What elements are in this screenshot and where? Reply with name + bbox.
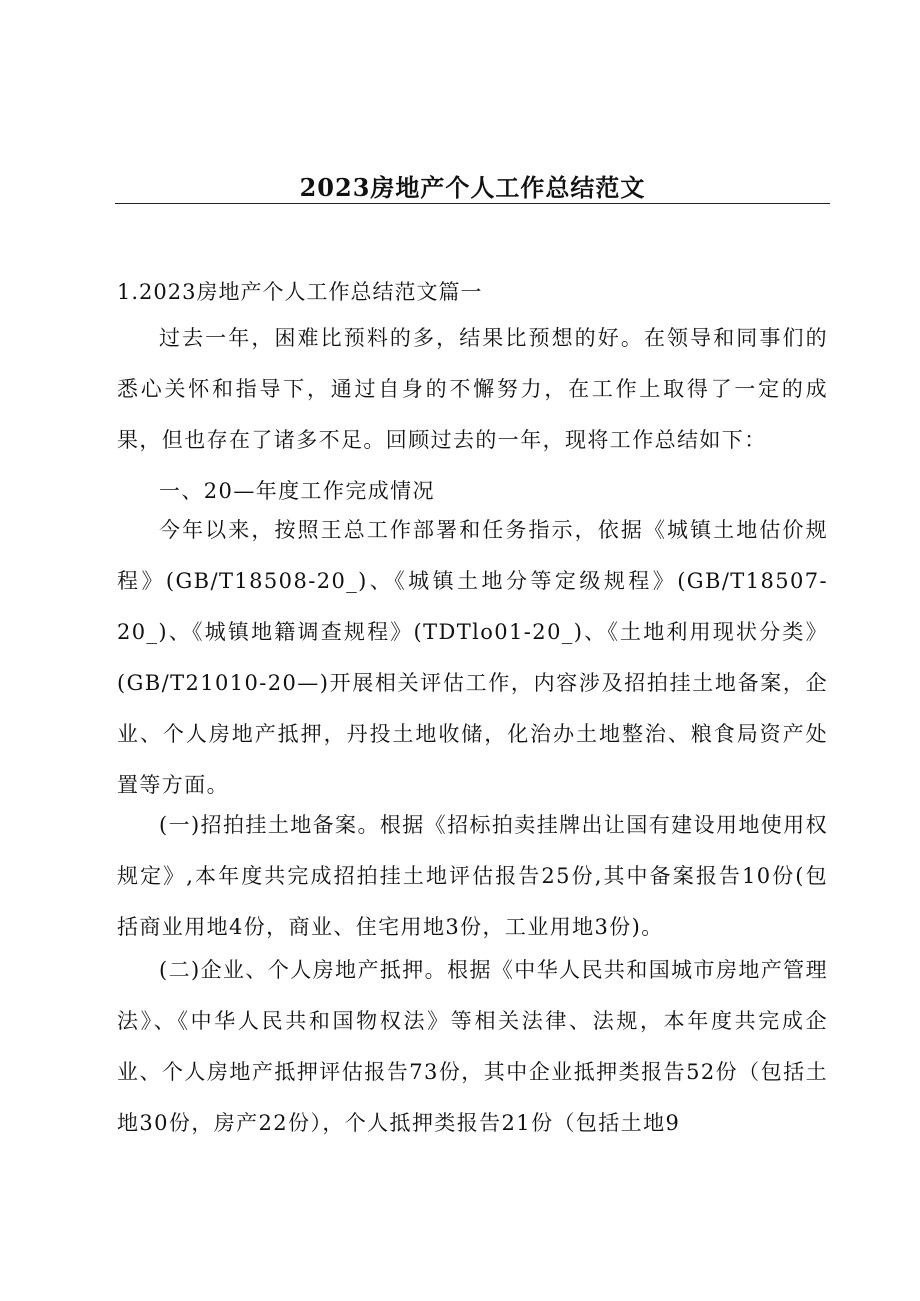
document-title: 2023房地产个人工作总结范文 <box>299 173 646 202</box>
paragraph-subheading: 一、20—年度工作完成情况 <box>159 479 435 503</box>
section-heading: 1.2023房地产个人工作总结范文篇一 <box>117 280 483 304</box>
paragraph-intro: 过去一年，困难比预料的多，结果比预想的好。在领导和同事们的悉心关怀和指导下，通过自身的不懈努力，在工作上取得了一定的成果，但也存在了诸多不足。回顾过去的一年，现将工作总结如下： <box>117 326 828 452</box>
paragraph-work-overview: 今年以来，按照王总工作部署和任务指示，依据《城镇土地估价规程》(GB/T18508-20_)、《城镇土地分等定级规程》(GB/T18507-20_)、《城镇地籍调查规程》(TDTlo01-20_)、《土地利用现状分类》(GB/T21010-20—)开展相关评估工作，内容涉及招拍挂土地备案，企业、个人房地产抵押，丹投土地收储，化治办土地整治、粮食局资产处置等方面。 <box>117 518 828 797</box>
title-underline <box>115 203 830 204</box>
paragraph-land-filing: (一)招拍挂土地备案。根据《招标拍卖挂牌出让国有建设用地使用权规定》,本年度共完成招拍挂土地评估报告25份,其中备案报告10份(包括商业用地4份，商业、住宅用地3份，工业用地3份)。 <box>117 813 828 939</box>
paragraph-mortgage: (二)企业、个人房地产抵押。根据《中华人民共和国城市房地产管理法》、《中华人民共和国物权法》等相关法律、法规，本年度共完成企业、个人房地产抵押评估报告73份，其中企业抵押类报告52份（包括土地30份，房产22份），个人抵押类报告21份（包括土地9 <box>117 958 828 1135</box>
